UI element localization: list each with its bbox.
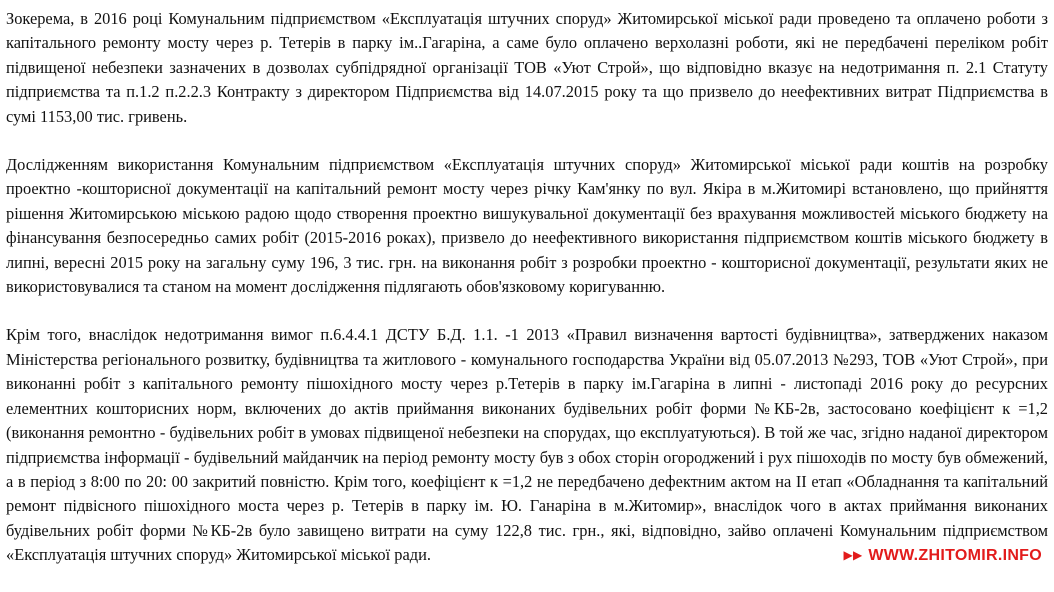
paragraph-3: Крім того, внаслідок недотримання вимог п.6.4.4.1 ДСТУ Б.Д. 1.1. -1 2013 «Правил визначення вартості будівництва», затверджених наказом Міністерства регіонального розвитку, будівництва та житлового - комунального господарства України від 05.07.2013 №293, ТОВ «Уют Строй», при виконанні робіт з капітального ремонту пішохідного мосту через р.Тетерів в парку ім.Гагаріна в липні - листопаді 2016 року до ресурсних елементних кошторисних норм, включених до актів приймання виконаних будівельних робіт форми №КБ-2в, застосовано коефіцієнт к =1,2 (виконання ремонтно - будівельних робіт в умовах підвищеної небезпеки на спорудах, що експлуатуються). В той же час, згідно наданої директором підприємства інформації - будівельний майданчик на період ремонту мосту був з обох сторін огороджений і рух пішоходів по мосту був обмежений, а в період з 8:00 по 20: 00 закритий повністю. Крім того, коефіцієнт к =1,2 не передбачено дефектним актом на II етап «Обладнання та капітальний ремонт підвісного пішохідного моста через р. Тетерів в парку ім. Ю. Ганаріна в м.Житомир», внаслідок чого в актах приймання виконаних будівельних робіт форми №КБ-2в було завищено витрати на суму 122,8 тис. грн., які, відповідно, зайво оплачені Комунальним підприємством «Експлуатація штучних споруд» Житомирської міської ради. xyxy=(6,325,1048,565)
document-body xyxy=(6,7,1048,592)
paragraph-2: Дослідженням використання Комунальним підприємством «Експлуатація штучних споруд» Житомирської міської ради коштів на розробку проектно -кошторисної документації на капітальний ремонт мосту через річку Кам'янку по вул. Якіра в м.Житомирі встановлено, що прийняття рішення Житомирською міською радою щодо створення проектно вишукувальної документації без врахування можливостей міського бюджету на фінансування безпосередньо самих робіт (2015-2016 роках), призвело до неефективного використання підприємством коштів міського бюджету в липні, вересні 2015 року на загальну суму 196, 3 тис. грн. на виконання робіт з розробки проектно - кошторисної документації, результати яких не використовувалися та станом на момент дослідження підлягають обов'язковому коригуванню. xyxy=(6,155,1048,297)
arrow-icon: ▶▶ xyxy=(843,548,863,562)
site-watermark xyxy=(844,547,1042,565)
watermark-text: WWW.ZHITOMIR.INFO xyxy=(868,547,1042,564)
paragraph-1: Зокерема, в 2016 році Комунальним підприємством «Експлуатація штучних споруд» Житомирської міської ради проведено та оплачено роботи з капітального ремонту мосту через р. Тетерів в парку ім..Гагаріна, а саме було оплачено верхолазні роботи, які не передбачені переліком робіт підвищеної небезпеки зазначених в дозволах субпідрядної організації ТОВ «Уют Строй», що відповідно вказує на недотримання п. 2.1 Статуту підприємства та п.1.2 п.2.2.3 Контракту з директором Підприємства від 14.07.2015 року та що призвело до неефективних витрат Підприємства в сумі 1153,00 тис. гривень. xyxy=(6,9,1048,126)
